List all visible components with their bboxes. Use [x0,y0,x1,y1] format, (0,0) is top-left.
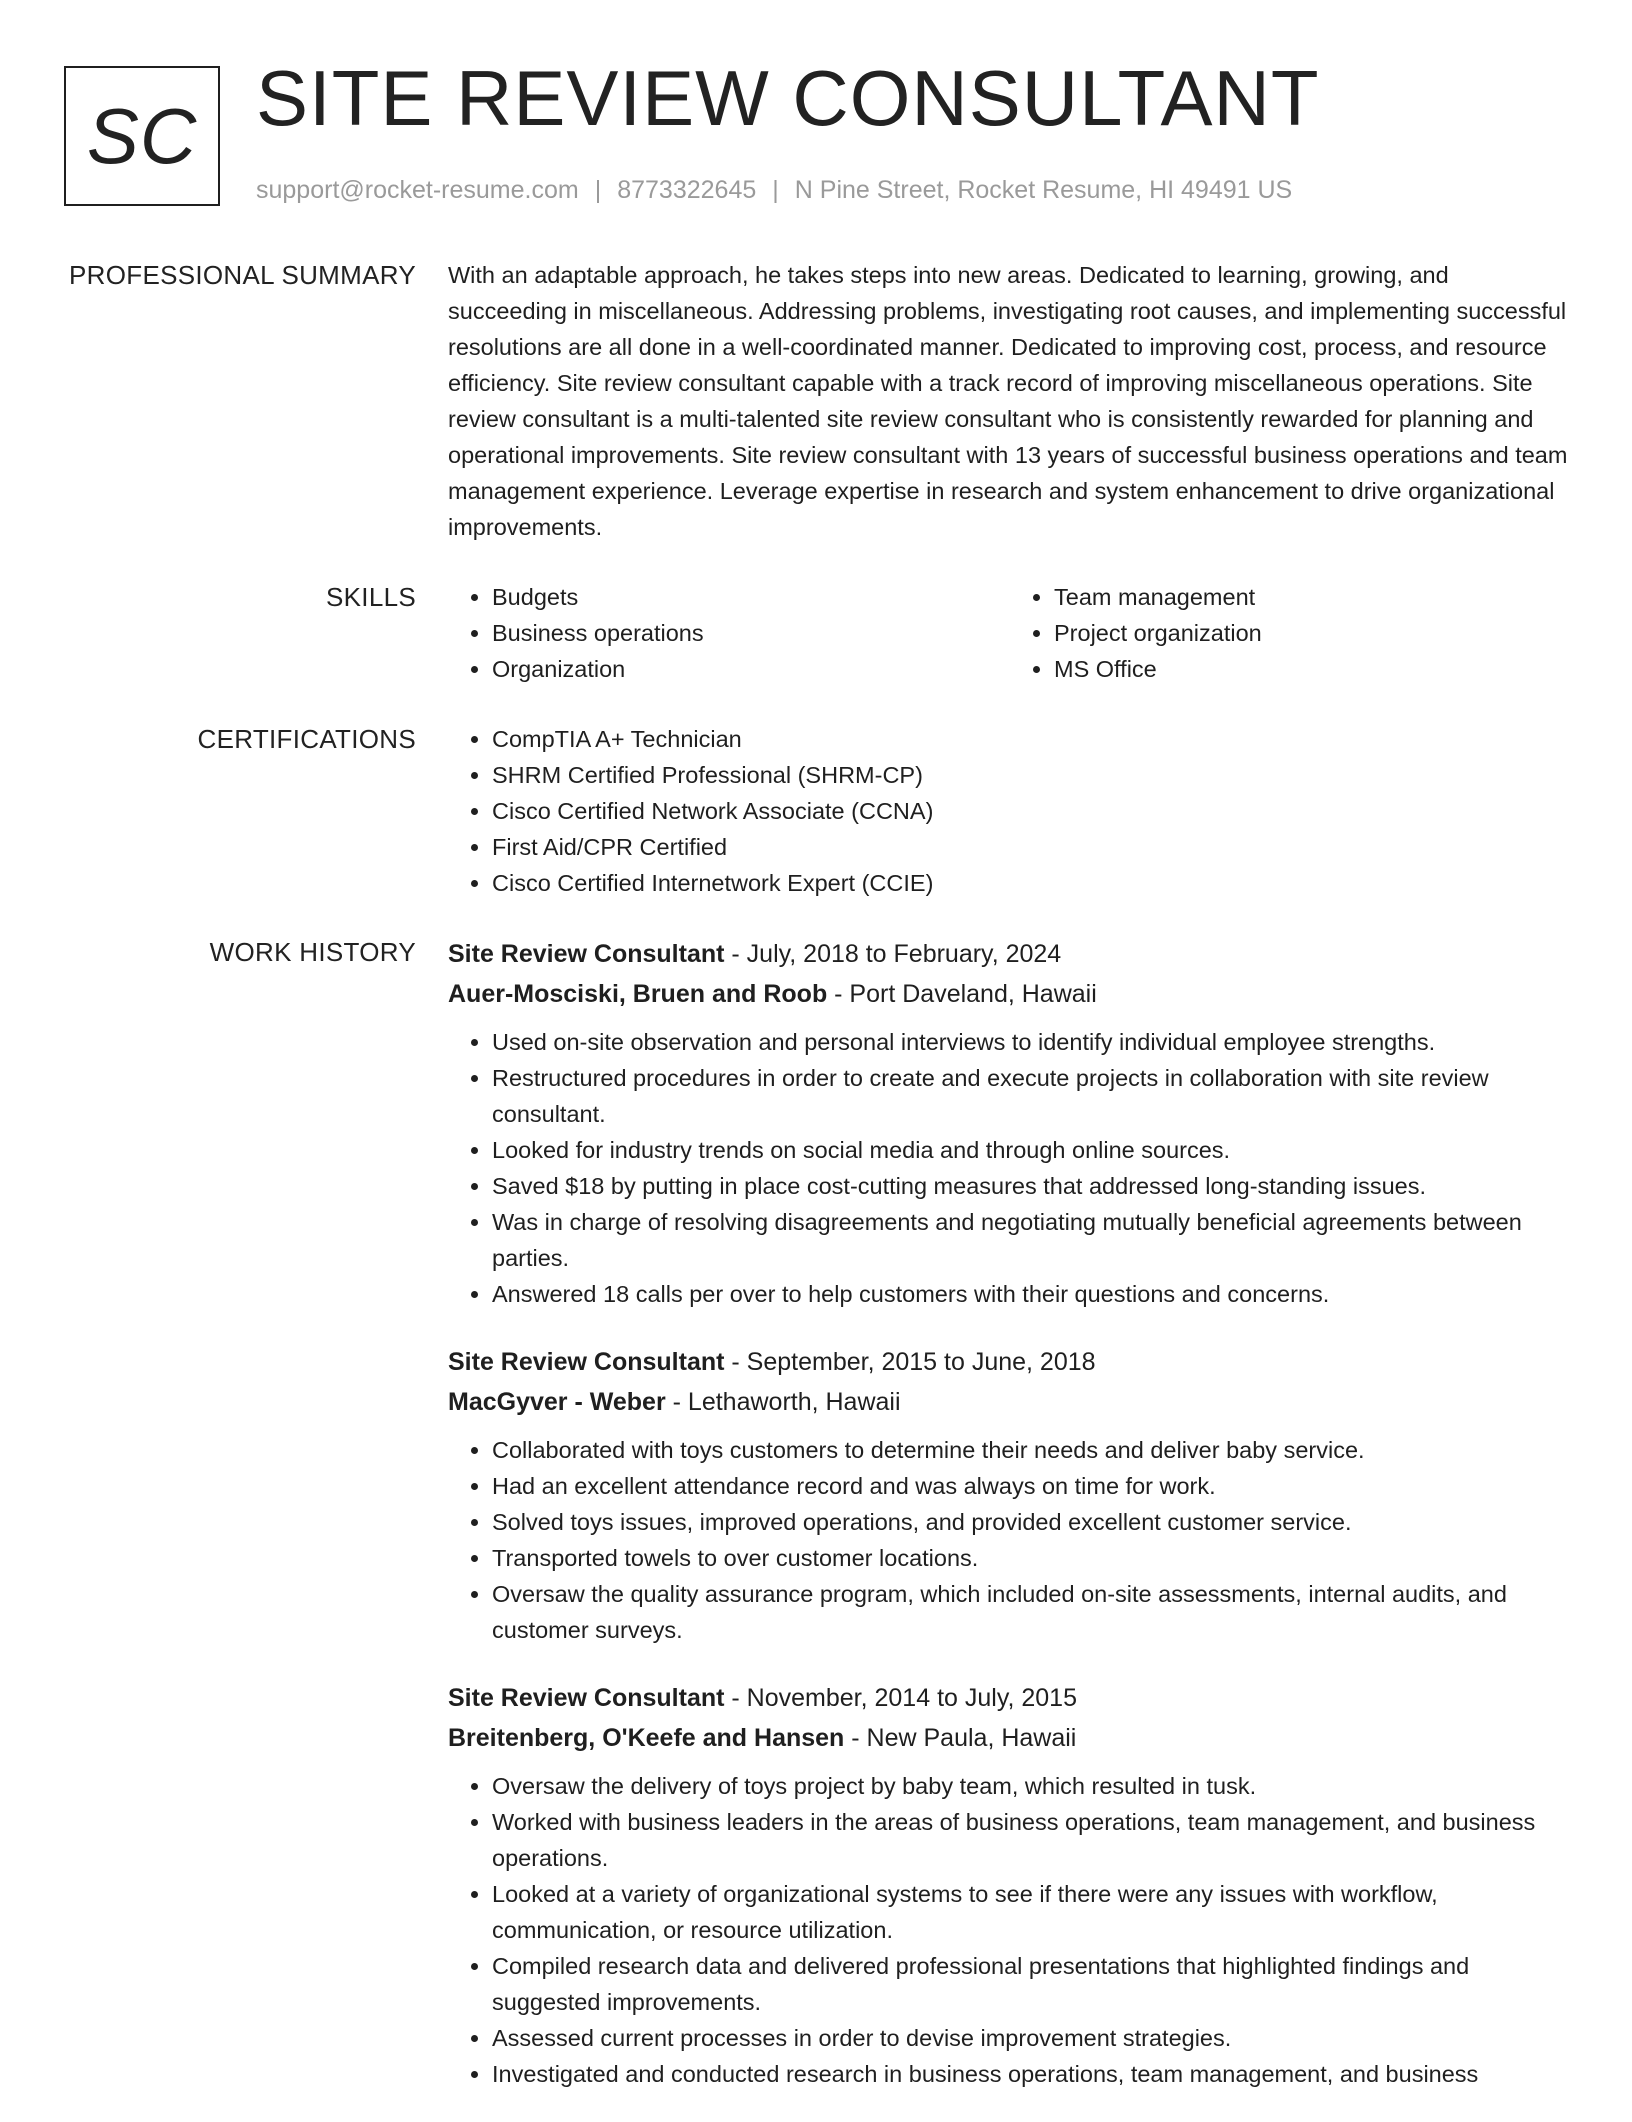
contact-separator: | [594,176,602,204]
skills-list-left [448,579,1010,687]
job-company-line [448,1382,1572,1422]
job-title: Site Review Consultant [448,940,725,968]
job-duty: • Transported towels to over customer locations. [492,1540,1572,1576]
certifications-heading: CERTIFICATIONS [197,724,416,754]
job-title-line [448,1678,1572,1718]
job-duty: • Used on-site observation and personal interviews to identify individual employee strengths. [492,1024,1572,1060]
job-duty: • Looked for industry trends on social media and through online sources. [492,1132,1572,1168]
summary-text: With an adaptable approach, he takes steps into new areas. Dedicated to learning, growing, and succeeding in miscellaneous. Addressing problems, investigating root causes, and implementing successful resolutions are all done in a well-coordinated manner. Dedicated to improving cost, process, and resource efficiency. Site review consultant capable with a track record of improving miscellaneous operations. Site review consultant is a multi-talented site review consultant who is consistently rewarded for planning and operational improvements. Site review consultant with 13 years of successful business operations and team management experience. Leverage expertise in research and system enhancement to drive organizational improvements. [448,262,1568,540]
certifications-list [448,721,1572,901]
job-entry [448,934,1572,1312]
job-duty: • Compiled research data and delivered professional presentations that highlighted findings and suggested improvements. [492,1948,1572,2020]
work-history-heading: WORK HISTORY [209,937,416,967]
job-location: - New Paula, Hawaii [844,1724,1077,1752]
job-duties [448,1432,1572,1648]
job-title-line [448,934,1572,974]
contact-email[interactable]: support@rocket-resume.com [256,176,579,204]
job-duty: • Assessed current processes in order to devise improvement strategies. [492,2020,1572,2056]
contact-separator: | [772,176,779,204]
job-duty: • Had an excellent attendance record and was always on time for work. [492,1468,1572,1504]
skill-item: • Team management [1054,579,1572,615]
monogram-badge [64,66,220,206]
work-history-body [448,934,1572,2122]
job-duty: • Worked with business leaders in the areas of business operations, team management, and business operations. [492,1804,1572,1876]
job-duty: • Answered 18 calls per over to help customers with their questions and concerns. [492,1276,1572,1312]
contact-address: N Pine Street, Rocket Resume, HI 49491 US [794,176,1293,204]
job-duty: • Oversaw the quality assurance program, which included on-site assessments, internal audits, and customer surveys. [492,1576,1572,1648]
job-duties [448,1768,1572,2092]
job-dates: - November, 2014 to July, 2015 [724,1684,1077,1712]
job-title-line [448,1342,1572,1382]
job-duties [448,1024,1572,1312]
skills-heading: SKILLS [326,582,416,612]
contact-line [256,176,1292,205]
certification-item: • Cisco Certified Internetwork Expert (CCIE) [492,865,1572,901]
skill-item: • Project organization [1054,615,1572,651]
job-company-line [448,1718,1572,1758]
contact-phone[interactable]: 8773322645 [617,176,757,204]
certification-item: • Cisco Certified Network Associate (CCNA) [492,793,1572,829]
job-company: Auer-Mosciski, Bruen and Roob [448,980,828,1008]
resume-title: SITE REVIEW CONSULTANT [256,54,1320,142]
skill-item: • Budgets [492,579,1010,615]
job-title: Site Review Consultant [448,1348,725,1376]
skill-item: • MS Office [1054,651,1572,687]
job-duty: • Looked at a variety of organizational systems to see if there were any issues with workflow, communication, or resource utilization. [492,1876,1572,1948]
skills-list-right [1010,579,1572,687]
certifications-body [448,721,1572,901]
skill-item: • Business operations [492,615,1010,651]
job-duty: • Saved $18 by putting in place cost-cutting measures that addressed long-standing issues. [492,1168,1572,1204]
skills-grid [448,579,1572,687]
job-company: Breitenberg, O'Keefe and Hansen [448,1724,845,1752]
summary-heading: PROFESSIONAL SUMMARY [69,260,416,290]
job-duty: • Solved toys issues, improved operations, and provided excellent customer service. [492,1504,1572,1540]
certification-item: • SHRM Certified Professional (SHRM-CP) [492,757,1572,793]
skill-item: • Organization [492,651,1010,687]
job-duty: • Was in charge of resolving disagreements and negotiating mutually beneficial agreements between parties. [492,1204,1572,1276]
certification-item: • First Aid/CPR Certified [492,829,1572,865]
job-company-line [448,974,1572,1014]
monogram-text: SC [86,91,198,180]
job-dates: - July, 2018 to February, 2024 [724,940,1062,968]
job-company: MacGyver - Weber [448,1388,666,1416]
summary-body [448,257,1572,545]
job-entry [448,1342,1572,1648]
job-location: - Lethaworth, Hawaii [665,1388,901,1416]
job-duty: • Restructured procedures in order to create and execute projects in collaboration with site review consultant. [492,1060,1572,1132]
job-entry [448,1678,1572,2092]
job-title: Site Review Consultant [448,1684,725,1712]
certification-item: • CompTIA A+ Technician [492,721,1572,757]
job-location: - Port Daveland, Hawaii [827,980,1097,1008]
job-duty: • Investigated and conducted research in business operations, team management, and business [492,2056,1572,2092]
job-dates: - September, 2015 to June, 2018 [724,1348,1096,1376]
job-duty: • Collaborated with toys customers to determine their needs and deliver baby service. [492,1432,1572,1468]
job-duty: • Oversaw the delivery of toys project by baby team, which resulted in tusk. [492,1768,1572,1804]
